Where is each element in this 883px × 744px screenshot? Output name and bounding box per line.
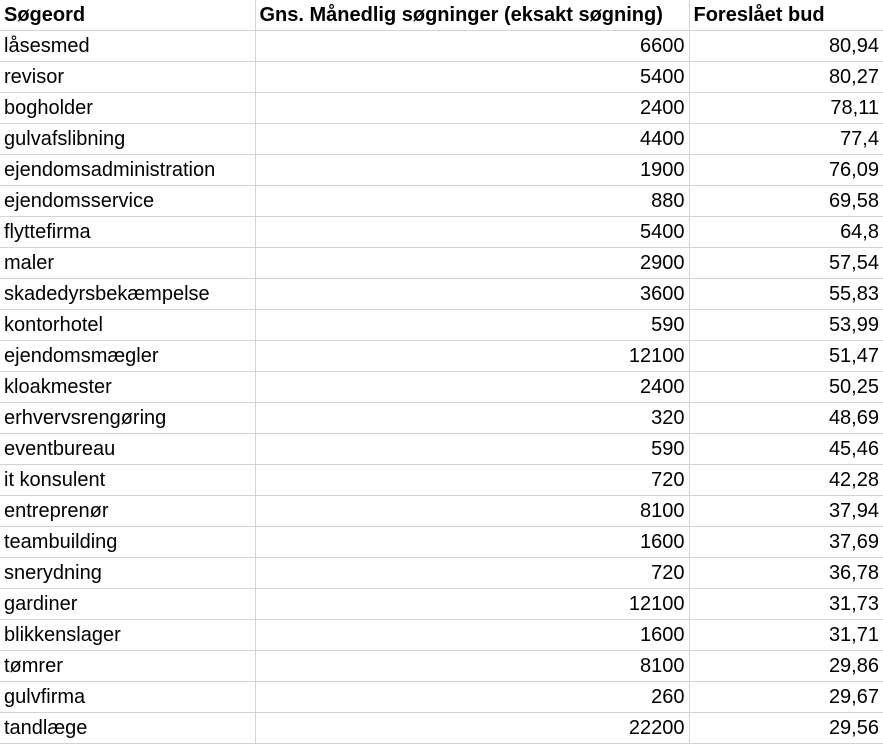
table-row — [0, 713, 883, 744]
keyword-cell[interactable]: snerydning — [0, 558, 255, 589]
suggested-bid-cell[interactable]: 31,71 — [689, 620, 883, 651]
suggested-bid-cell[interactable]: 80,94 — [689, 31, 883, 62]
keyword-cell[interactable]: gulvafslibning — [0, 124, 255, 155]
keyword-cell[interactable]: erhvervsrengøring — [0, 403, 255, 434]
header-monthly-searches[interactable]: Gns. Månedlig søgninger (eksakt søgning) — [255, 0, 689, 31]
keyword-cell[interactable]: entreprenør — [0, 496, 255, 527]
suggested-bid-cell[interactable]: 50,25 — [689, 372, 883, 403]
suggested-bid-cell[interactable]: 55,83 — [689, 279, 883, 310]
suggested-bid-cell[interactable]: 29,67 — [689, 682, 883, 713]
monthly-searches-cell[interactable]: 720 — [255, 558, 689, 589]
monthly-searches-cell[interactable]: 590 — [255, 434, 689, 465]
monthly-searches-cell[interactable]: 4400 — [255, 124, 689, 155]
monthly-searches-cell[interactable]: 8100 — [255, 496, 689, 527]
keyword-cell[interactable]: tandlæge — [0, 713, 255, 744]
header-suggested-bid[interactable]: Foreslået bud — [689, 0, 883, 31]
table-row — [0, 155, 883, 186]
suggested-bid-cell[interactable]: 64,8 — [689, 217, 883, 248]
table-row — [0, 558, 883, 589]
keyword-cell[interactable]: flyttefirma — [0, 217, 255, 248]
suggested-bid-cell[interactable]: 42,28 — [689, 465, 883, 496]
table-row — [0, 341, 883, 372]
suggested-bid-cell[interactable]: 45,46 — [689, 434, 883, 465]
keyword-cell[interactable]: it konsulent — [0, 465, 255, 496]
suggested-bid-cell[interactable]: 31,73 — [689, 589, 883, 620]
monthly-searches-cell[interactable]: 5400 — [255, 217, 689, 248]
suggested-bid-cell[interactable]: 53,99 — [689, 310, 883, 341]
header-keyword[interactable]: Søgeord — [0, 0, 255, 31]
keyword-cell[interactable]: maler — [0, 248, 255, 279]
monthly-searches-cell[interactable]: 2400 — [255, 93, 689, 124]
suggested-bid-cell[interactable]: 69,58 — [689, 186, 883, 217]
monthly-searches-cell[interactable]: 1900 — [255, 155, 689, 186]
keyword-cell[interactable]: gulvfirma — [0, 682, 255, 713]
monthly-searches-cell[interactable]: 3600 — [255, 279, 689, 310]
table-row — [0, 651, 883, 682]
monthly-searches-cell[interactable]: 5400 — [255, 62, 689, 93]
suggested-bid-cell[interactable]: 78,11 — [689, 93, 883, 124]
monthly-searches-cell[interactable]: 590 — [255, 310, 689, 341]
suggested-bid-cell[interactable]: 76,09 — [689, 155, 883, 186]
suggested-bid-cell[interactable]: 37,94 — [689, 496, 883, 527]
table-row — [0, 527, 883, 558]
table-row — [0, 186, 883, 217]
table-row — [0, 31, 883, 62]
table-row — [0, 434, 883, 465]
table-row — [0, 248, 883, 279]
monthly-searches-cell[interactable]: 720 — [255, 465, 689, 496]
monthly-searches-cell[interactable]: 12100 — [255, 589, 689, 620]
monthly-searches-cell[interactable]: 880 — [255, 186, 689, 217]
keyword-cell[interactable]: blikkenslager — [0, 620, 255, 651]
table-row — [0, 62, 883, 93]
keyword-cell[interactable]: ejendomsmægler — [0, 341, 255, 372]
monthly-searches-cell[interactable]: 260 — [255, 682, 689, 713]
keyword-cell[interactable]: eventbureau — [0, 434, 255, 465]
monthly-searches-cell[interactable]: 12100 — [255, 341, 689, 372]
keyword-cell[interactable]: gardiner — [0, 589, 255, 620]
table-row — [0, 589, 883, 620]
keyword-cell[interactable]: ejendomsadministration — [0, 155, 255, 186]
table-row — [0, 124, 883, 155]
suggested-bid-cell[interactable]: 48,69 — [689, 403, 883, 434]
suggested-bid-cell[interactable]: 57,54 — [689, 248, 883, 279]
keyword-cell[interactable]: låsesmed — [0, 31, 255, 62]
suggested-bid-cell[interactable]: 29,86 — [689, 651, 883, 682]
suggested-bid-cell[interactable]: 80,27 — [689, 62, 883, 93]
table-row — [0, 403, 883, 434]
keyword-cell[interactable]: teambuilding — [0, 527, 255, 558]
table-row — [0, 620, 883, 651]
table-row — [0, 496, 883, 527]
keyword-cell[interactable]: revisor — [0, 62, 255, 93]
keyword-cell[interactable]: kloakmester — [0, 372, 255, 403]
monthly-searches-cell[interactable]: 2400 — [255, 372, 689, 403]
monthly-searches-cell[interactable]: 8100 — [255, 651, 689, 682]
keyword-cell[interactable]: ejendomsservice — [0, 186, 255, 217]
suggested-bid-cell[interactable]: 37,69 — [689, 527, 883, 558]
table-row — [0, 682, 883, 713]
suggested-bid-cell[interactable]: 36,78 — [689, 558, 883, 589]
monthly-searches-cell[interactable]: 320 — [255, 403, 689, 434]
keyword-cell[interactable]: kontorhotel — [0, 310, 255, 341]
suggested-bid-cell[interactable]: 29,56 — [689, 713, 883, 744]
monthly-searches-cell[interactable]: 1600 — [255, 620, 689, 651]
header-row — [0, 0, 883, 31]
monthly-searches-cell[interactable]: 6600 — [255, 31, 689, 62]
monthly-searches-cell[interactable]: 2900 — [255, 248, 689, 279]
table-row — [0, 372, 883, 403]
monthly-searches-cell[interactable]: 22200 — [255, 713, 689, 744]
table-row — [0, 279, 883, 310]
monthly-searches-cell[interactable]: 1600 — [255, 527, 689, 558]
table-row — [0, 465, 883, 496]
table-row — [0, 93, 883, 124]
keyword-cell[interactable]: bogholder — [0, 93, 255, 124]
suggested-bid-cell[interactable]: 77,4 — [689, 124, 883, 155]
table-body — [0, 31, 883, 744]
table-row — [0, 217, 883, 248]
suggested-bid-cell[interactable]: 51,47 — [689, 341, 883, 372]
keyword-cell[interactable]: tømrer — [0, 651, 255, 682]
keyword-cell[interactable]: skadedyrsbekæmpelse — [0, 279, 255, 310]
table-row — [0, 310, 883, 341]
